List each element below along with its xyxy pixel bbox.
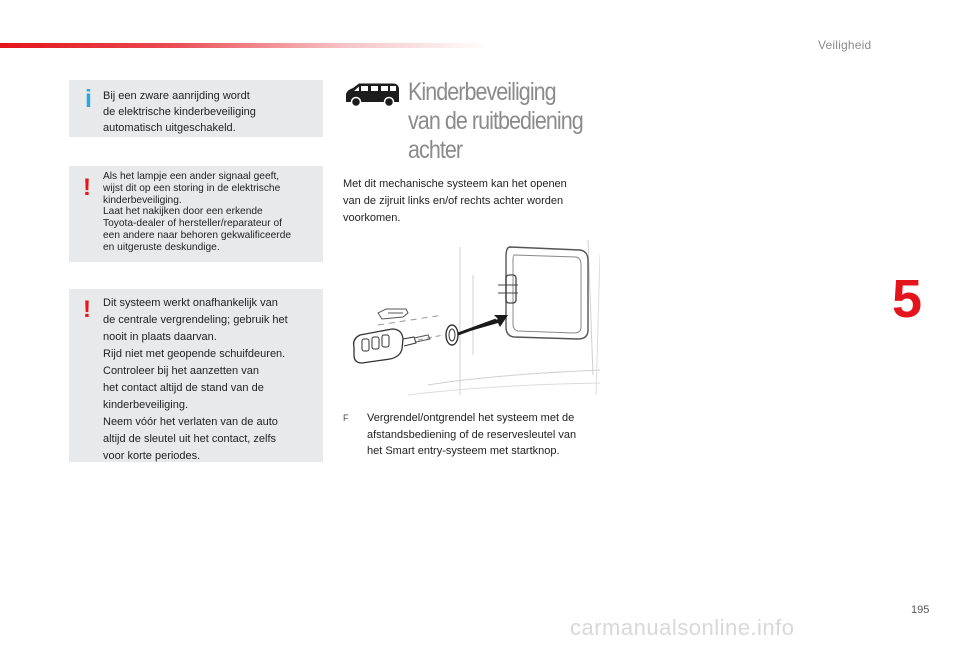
exclamation-icon: ! <box>83 174 91 201</box>
section-title: Veiligheid <box>818 38 872 52</box>
warning-line: Controleer bij het aanzetten van <box>103 365 259 377</box>
warning-line: kinderbeveiliging. <box>103 194 182 206</box>
intro-line: voorkomen. <box>343 212 401 224</box>
exclamation-icon: ! <box>83 296 91 323</box>
page-number: 195 <box>911 604 930 616</box>
info-box <box>69 80 323 137</box>
info-line: Bij een zware aanrijding wordt <box>103 90 250 102</box>
warning-line: een andere naar behoren gekwalificeerde <box>103 229 292 241</box>
chapter-number: 5 <box>892 269 923 329</box>
intro-line: Met dit mechanische systeem kan het openen <box>343 178 567 190</box>
info-icon: i <box>85 85 92 113</box>
bullet-text <box>367 410 603 460</box>
intro-line: van de zijruit links en/of rechts achter worden <box>343 195 564 207</box>
warning-line: het contact altijd de stand van de <box>103 382 264 394</box>
bullet-line: Vergrendel/ontgrendel het systeem met de <box>367 412 575 424</box>
warning-line: Rijd niet met geopende schuifdeuren. <box>103 348 286 360</box>
bullet-line: het Smart entry-systeem met startknop. <box>367 445 560 457</box>
warning-box <box>69 289 323 462</box>
warning-line: Laat het nakijken door een erkende <box>103 206 263 218</box>
heading-line: Kinderbeveiliging <box>408 78 556 106</box>
bullet-marker: F <box>343 413 349 423</box>
section-heading <box>408 78 597 165</box>
warning-line: altijd de sleutel uit het contact, zelfs <box>103 433 277 445</box>
warning-line: de centrale vergrendeling; gebruik het <box>103 314 288 326</box>
bullet-line: afstandsbediening of de reservesleutel van <box>367 428 577 441</box>
warning-line: Toyota-dealer of hersteller/reparateur of <box>103 218 282 230</box>
warning-line: Als het lampje een ander signaal geeft, <box>103 171 280 182</box>
van-icon <box>343 82 401 108</box>
header-accent-bar <box>0 43 490 48</box>
heading-line: achter <box>408 136 463 164</box>
warning-text <box>103 295 315 465</box>
warning-line: voor korte periodes. <box>103 450 201 462</box>
warning-line: wijst dit op een storing in de elektrische <box>103 182 281 194</box>
warning-box <box>69 166 323 262</box>
info-line: de elektrische kinderbeveiliging <box>103 106 256 118</box>
intro-paragraph <box>343 176 599 227</box>
warning-line: en uitgeruste deskundige. <box>103 241 220 253</box>
child-lock-illustration <box>348 235 600 401</box>
info-line: automatisch uitgeschakeld. <box>103 122 236 134</box>
info-text <box>103 88 315 136</box>
warning-line: kinderbeveiliging. <box>103 399 188 411</box>
warning-text <box>103 171 315 254</box>
warning-line: nooit in plaats daarvan. <box>103 331 217 343</box>
warning-line: Neem vóór het verlaten van de auto <box>103 416 278 428</box>
watermark: carmanualsonline.info <box>570 615 795 640</box>
heading-line: van de ruitbediening <box>408 107 583 135</box>
warning-line: Dit systeem werkt onafhankelijk van <box>103 297 278 309</box>
